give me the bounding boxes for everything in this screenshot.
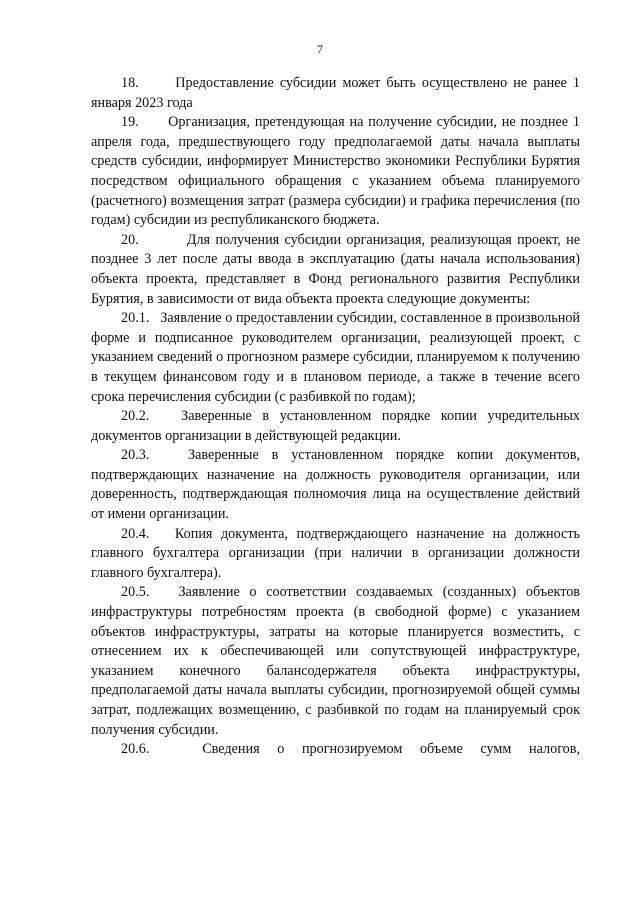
paragraph-text: Для получения субсидии организация, реализующая проект, не позднее 3 лет после даты ввода в эксплуатацию (даты начала использования) объекта проекта, представляет в Фонд регионального развития Республики Бурятия, в зависимости от вида объекта проекта следующие документы: (91, 231, 580, 307)
paragraph-number: 20.4. (121, 525, 150, 542)
paragraph-text: Заверенные в установленном порядке копии учредительных документов организации в действующей редакции. (91, 408, 580, 444)
paragraph-number: 20.6. (121, 741, 150, 758)
paragraph-text: Заверенные в установленном порядке копии документов, подтверждающих назначение на должность руководителя организации, или доверенность, подтверждающая полномочия лица на осуществление действий от имени организации. (91, 447, 580, 523)
document-body (91, 74, 580, 760)
paragraph-20-1 (91, 309, 580, 407)
paragraph-text: Заявление о предоставлении субсидии, составленное в произвольной форме и подписанное руководителем организации, реализующей проект, с указанием сведений о прогнозном размере субсидии, планируемом к получению в текущем финансовом году и в плановом периоде, а также в течение всего срока перечисления субсидии (с разбивкой по годам); (91, 310, 581, 405)
paragraph-number: 20.1. (121, 310, 150, 327)
paragraph-20-2 (91, 407, 580, 446)
paragraph-text: Сведения о прогнозируемом объеме сумм налогов, (202, 741, 580, 758)
paragraph-number: 20.5. (121, 584, 150, 601)
paragraph-number: 20.2. (121, 408, 150, 425)
paragraph-20-6 (91, 740, 580, 760)
paragraph-number: 19. (121, 114, 139, 131)
paragraph-18 (91, 74, 580, 113)
page-number: 7 (317, 42, 323, 56)
paragraph-number: 20. (121, 231, 139, 248)
paragraph-number: 20.3. (121, 447, 150, 464)
paragraph-19 (91, 113, 580, 231)
paragraph-20-5 (91, 583, 580, 740)
paragraph-number: 18. (121, 75, 139, 91)
paragraph-20-4 (91, 525, 580, 584)
paragraph-text: Предоставление субсидии может быть осуществлено не ранее 1 января 2023 года (91, 75, 581, 111)
paragraph-20 (91, 231, 580, 309)
paragraph-20-3 (91, 446, 580, 524)
paragraph-text: Организация, претендующая на получение субсидии, не позднее 1 апреля года, предшествующего году предполагаемой даты начала выплаты средств субсидии, информирует Министерство экономики Республики Бурятия посредством официального обращения с указанием объема планируемого (расчетного) возмещения затрат (размера субсидии) и графика перечисления (по годам) субсидии из республиканского бюджета. (91, 114, 581, 229)
paragraph-text: Заявление о соответствии создаваемых (созданных) объектов инфраструктуры потребностям проекта (в свободной форме) с указанием объектов инфраструктуры, затраты на которые планируется возместить, с отнесением их к обеспечивающей или сопутствующей инфраструктуре, указанием конечного балансодержателя объекта инфраструктуры, предполагаемой даты начала выплаты субсидии, прогнозируемой общей суммы затрат, подлежащих возмещению, с разбивкой по годам на планируемый срок получения субсидии. (91, 584, 580, 738)
paragraph-text: Копия документа, подтверждающего назначение на должность главного бухгалтера организации (при наличии в организации должности главного бухгалтера). (91, 525, 580, 581)
